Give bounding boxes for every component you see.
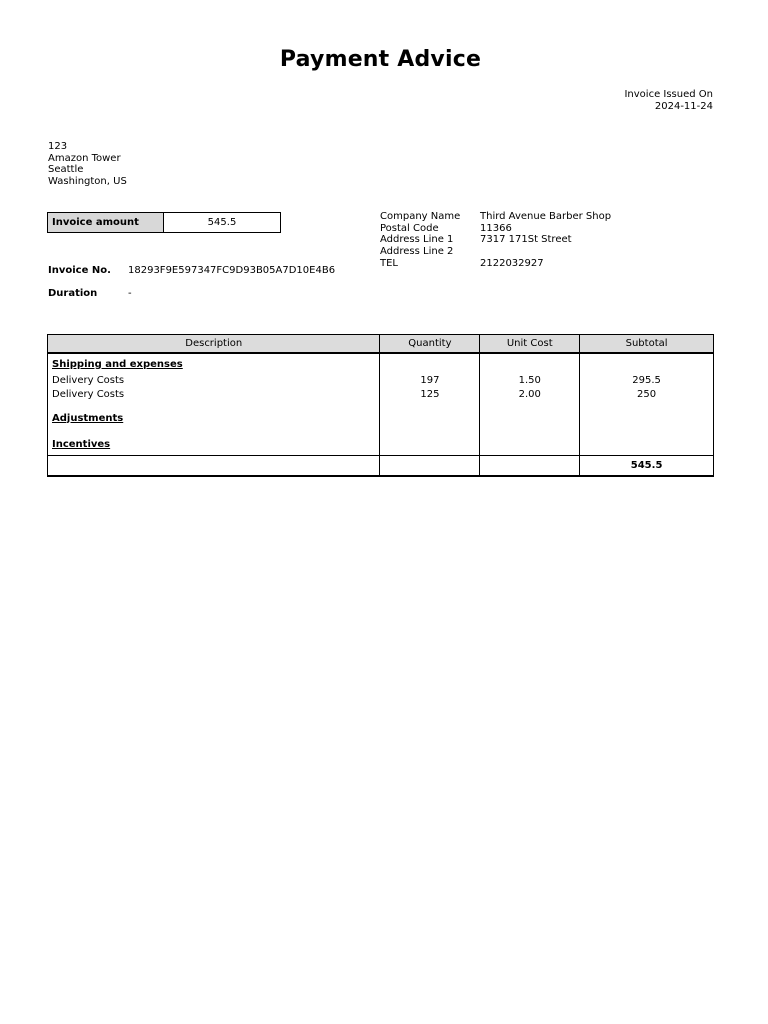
duration-value: -	[128, 288, 132, 299]
header-unit-cost: Unit Cost	[480, 335, 580, 354]
address-line1-value: 7317 171St Street	[480, 234, 572, 246]
issued-block	[624, 89, 713, 113]
postal-code-label: Postal Code	[380, 222, 439, 234]
page-title: Payment Advice	[279, 47, 482, 72]
company-name-value: Third Avenue Barber Shop	[480, 211, 612, 222]
address-line: Amazon Tower	[48, 152, 121, 164]
row-description: Delivery Costs	[48, 373, 380, 387]
header-description: Description	[48, 335, 380, 354]
address-line: 123	[48, 141, 68, 152]
invoice-amount-value: 545.5	[207, 217, 237, 228]
row-quantity: 125	[380, 387, 480, 401]
sender-address	[48, 141, 127, 188]
duration-label: Duration	[48, 288, 98, 299]
section-incentives: Incentives	[48, 437, 380, 451]
total-value: 545.5	[580, 456, 714, 477]
company-name-label: Company Name	[380, 211, 461, 222]
company-details	[380, 211, 611, 270]
invoice-no-row	[48, 265, 368, 277]
table-row	[48, 387, 714, 401]
address-line1-label: Address Line 1	[380, 234, 454, 246]
total-row	[48, 456, 714, 477]
issued-date: 2024-11-24	[654, 101, 713, 112]
section-row	[48, 437, 714, 451]
row-description: Delivery Costs	[48, 387, 380, 401]
address-line: Seattle	[48, 164, 84, 176]
table-row	[48, 373, 714, 387]
duration-row	[48, 288, 368, 300]
section-adjustments: Adjustments	[48, 411, 380, 425]
table-header-row	[48, 335, 714, 354]
invoice-no-label: Invoice No.	[48, 265, 111, 276]
row-unit-cost: 2.00	[480, 387, 580, 401]
address-line2-label: Address Line 2	[380, 246, 454, 258]
row-quantity: 197	[380, 373, 480, 387]
postal-code-value: 11366	[480, 222, 512, 234]
row-subtotal: 295.5	[580, 373, 714, 387]
tel-value: 2122032927	[480, 257, 544, 269]
header-quantity: Quantity	[380, 335, 480, 354]
section-row	[48, 357, 714, 371]
invoice-amount-label: Invoice amount	[48, 213, 164, 232]
address-line2-value	[480, 246, 611, 258]
row-unit-cost: 1.50	[480, 373, 580, 387]
section-shipping: Shipping and expenses	[48, 357, 380, 371]
row-subtotal: 250	[580, 387, 714, 401]
invoice-no-value: 18293F9E597347FC9D93B05A7D10E4B6	[128, 265, 336, 276]
section-row	[48, 411, 714, 425]
line-items-table	[47, 334, 714, 477]
address-line: Washington, US	[48, 176, 127, 188]
header-subtotal: Subtotal	[580, 335, 714, 354]
tel-label: TEL	[380, 257, 398, 269]
issued-label: Invoice Issued On	[624, 89, 713, 100]
invoice-amount-box	[47, 212, 281, 233]
